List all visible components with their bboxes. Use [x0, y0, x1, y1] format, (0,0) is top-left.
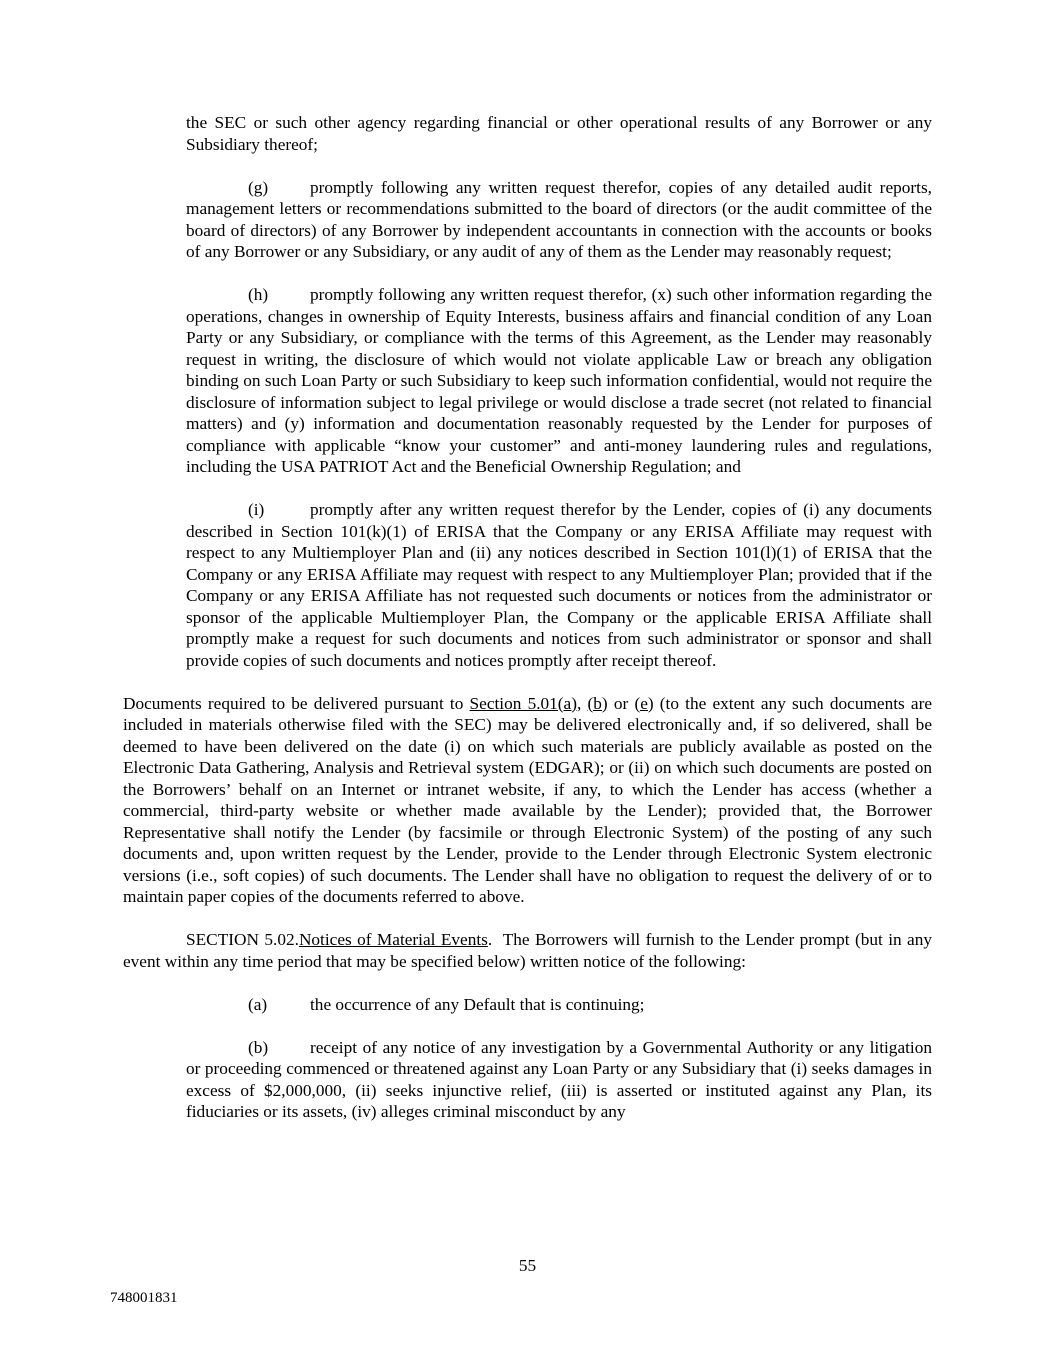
item-label: (i) — [248, 500, 265, 519]
text-run: . The Borrowers will furnish to the Lender prompt (but in any event within any time period that may be specified below) written notice of the following: — [123, 930, 932, 971]
item-i — [186, 499, 932, 671]
text-run: Documents required to be delivered pursuant to — [123, 693, 470, 713]
item-label: (a) — [248, 994, 268, 1014]
text-run: promptly after any written request therefor by the Lender, copies of (i) any documents described in Section 101(k)(1) of ERISA that the Company or any ERISA Affiliate may request with respect to any Multiemployer Plan and (ii) any notices described in Section 101(l)(1) of ERISA that the Company or any ERISA Affiliate may request with respect to any Multiemployer Plan; provided that if the Company or any ERISA Affiliate has not requested such documents or notices from the administrator or sponsor of the applicable Multiemployer Plan, the Company or the applicable ERISA Affiliate shall promptly make a request for such documents and notices from such administrator or sponsor and shall provide copies of such documents and notices promptly after receipt thereof. — [186, 500, 932, 670]
text-run: the SEC or such other agency regarding financial or other operational results of any Borrower or any Subsidiary thereof; — [186, 113, 932, 154]
section-5-02 — [123, 929, 932, 972]
page-number: 55 — [518, 1256, 537, 1275]
item-g — [186, 177, 932, 263]
text-run: or — [607, 693, 635, 713]
text-run: SECTION 5.02. — [186, 930, 299, 949]
item-label: (b) — [248, 1037, 269, 1057]
underlined-text: (e) — [634, 693, 654, 713]
text-run: the occurrence of any Default that is continuing; — [310, 994, 645, 1014]
text-run: receipt of any notice of any investigation by a Governmental Authority or any litigation or proceeding commenced or threatened against any Loan Party or any Subsidiary that (i) seeks damages in excess of $2,000,000, (ii) seeks injunctive relief, (iii) is asserted or instituted against any Plan, its fiduciaries or its assets, (iv) alleges criminal misconduct by any — [186, 1037, 932, 1121]
text-run: promptly following any written request therefor, copies of any detailed audit reports, management letters or recommendations submitted to the board of directors (or the audit committee of the board of directors) of any Borrower by independent accountants in connection with the accounts or books of any Borrower or any Subsidiary, or any audit of any of them as the Lender may reasonably request; — [186, 177, 932, 261]
document-id-number: 748001831 — [110, 1290, 178, 1306]
underlined-text: Section 5.01(a) — [469, 693, 577, 713]
text-run: (to the extent any such documents are included in materials otherwise filed with the SEC) may be delivered electronically and, if so delivered, shall be deemed to have been delivered on the date (i) on which such materials are publicly available as posted on the Electronic Data Gathering, Analysis and Retrieval system (EDGAR); or (ii) on which such documents are posted on the Borrowers’ behalf on an Internet or intranet website, if any, to which the Lender has access (whether a commercial, third-party website or whether made available by the Lender); provided that, the Borrower Representative shall notify the Lender (by facsimile or through Electronic System) of the posting of any such documents and, upon written request by the Lender, provide to the Lender through Electronic System electronic versions (i.e., soft copies) of such documents. The Lender shall have no obligation to request the delivery of or to maintain paper copies of the documents referred to above. — [123, 693, 933, 906]
item-a — [186, 994, 932, 1016]
para-electronic-delivery — [123, 693, 932, 908]
item-label: (h) — [248, 285, 269, 304]
text-run: , — [577, 693, 588, 713]
item-b — [186, 1037, 932, 1123]
item-label: (g) — [248, 177, 269, 197]
item-h — [186, 284, 932, 478]
para-continuation — [186, 112, 932, 155]
text-run: promptly following any written request therefor, (x) such other information regarding the operations, changes in ownership of Equity Interests, business affairs and financial condition of any Loan Party or any Subsidiary, or compliance with the terms of this Agreement, as the Lender may reasonably request in writing, the disclosure of which would not violate applicable Law or breach any obligation binding on such Loan Party or such Subsidiary to keep such information confidential, would not require the disclosure of information subject to legal privilege or would disclose a trade secret (not related to financial matters) and (y) information and documentation reasonably requested by the Lender for purposes of compliance with applicable “know your customer” and anti-money laundering rules and regulations, including the USA PATRIOT Act and the Beneficial Ownership Regulation; and — [186, 285, 932, 476]
underlined-text: Notices of Material Events — [298, 930, 488, 949]
document-content — [123, 112, 932, 1144]
underlined-text: (b) — [587, 693, 608, 713]
